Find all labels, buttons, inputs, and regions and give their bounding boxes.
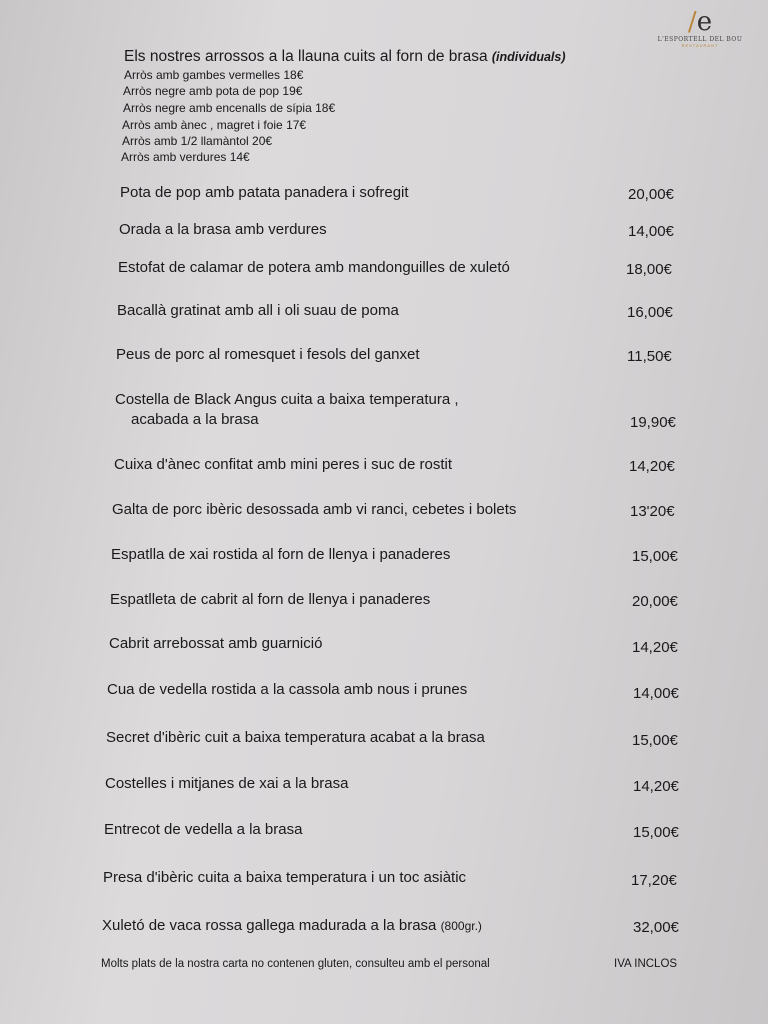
dish-name-continued: acabada a la brasa bbox=[131, 411, 259, 428]
dish-price: 16,00€ bbox=[627, 304, 673, 321]
gluten-note: Molts plats de la nostra carta no contenen gluten, consulteu amb el personal bbox=[101, 958, 490, 970]
rice-item: Arròs amb ànec , magret i foie 17€ bbox=[122, 118, 307, 132]
dish-name: Bacallà gratinat amb all i oli suau de poma bbox=[117, 302, 399, 319]
dish-weight-note: (800gr.) bbox=[440, 919, 482, 933]
dish-price: 11,50€ bbox=[627, 348, 672, 365]
dish-name: Cua de vedella rostida a la cassola amb nous i prunes bbox=[107, 681, 468, 698]
dish-price: 19,90€ bbox=[630, 414, 676, 431]
dish-price: 14,00€ bbox=[633, 685, 679, 702]
restaurant-logo: /e L'ESPORTELL DEL BOU RESTAURANT bbox=[657, 7, 743, 48]
dish-price: 14,20€ bbox=[629, 458, 675, 475]
dish-price: 15,00€ bbox=[632, 732, 678, 749]
dish-name: Xuletó de vaca rossa gallega madurada a la brasa (800gr.) bbox=[102, 917, 482, 934]
dish-price: 20,00€ bbox=[632, 593, 678, 610]
dish-price: 15,00€ bbox=[632, 548, 678, 565]
dish-price: 14,20€ bbox=[633, 778, 679, 795]
dish-price: 14,20€ bbox=[632, 639, 678, 656]
dish-price: 17,20€ bbox=[631, 872, 677, 889]
dish-name: Cabrit arrebossat amb guarnició bbox=[109, 635, 323, 652]
dish-name: Estofat de calamar de potera amb mandonguilles de xuletó bbox=[118, 259, 510, 276]
dish-price: 20,00€ bbox=[628, 186, 674, 203]
dish-name: Entrecot de vedella a la brasa bbox=[104, 821, 303, 838]
tax-included-note: IVA INCLOS bbox=[614, 958, 678, 970]
rice-item: Arròs negre amb pota de pop 19€ bbox=[123, 84, 303, 98]
rice-section-title: Els nostres arrossos a la llauna cuits al forn de brasa (individuals) bbox=[124, 48, 566, 65]
dish-name: Pota de pop amb patata panadera i sofregit bbox=[120, 184, 409, 201]
rice-item: Arròs amb 1/2 llamàntol 20€ bbox=[122, 134, 273, 148]
rice-title-note: (individuals) bbox=[491, 50, 566, 64]
dish-name: Costelles i mitjanes de xai a la brasa bbox=[105, 775, 349, 792]
rice-item: Arròs negre amb encenalls de sípia 18€ bbox=[123, 101, 336, 115]
dish-price: 15,00€ bbox=[633, 824, 679, 841]
rice-item: Arròs amb gambes vermelles 18€ bbox=[124, 68, 304, 82]
dish-name: Costella de Black Angus cuita a baixa temperatura , bbox=[115, 391, 459, 408]
dish-name: Cuixa d'ànec confitat amb mini peres i suc de rostit bbox=[114, 456, 453, 473]
dish-price: 13'20€ bbox=[630, 503, 675, 520]
dish-price: 18,00€ bbox=[626, 261, 672, 278]
dish-price: 14,00€ bbox=[628, 223, 674, 240]
rice-item: Arròs amb verdures 14€ bbox=[121, 150, 250, 164]
dish-name: Secret d'ibèric cuit a baixa temperatura acabat a la brasa bbox=[106, 729, 485, 746]
dish-name: Espatlla de xai rostida al forn de llenya i panaderes bbox=[111, 546, 451, 563]
dish-name: Espatlleta de cabrit al forn de llenya i panaderes bbox=[110, 591, 431, 608]
dish-price: 32,00€ bbox=[633, 919, 679, 936]
dish-name: Peus de porc al romesquet i fesols del ganxet bbox=[116, 346, 420, 363]
dish-name: Galta de porc ibèric desossada amb vi ranci, cebetes i bolets bbox=[112, 501, 517, 518]
dish-name: Orada a la brasa amb verdures bbox=[119, 221, 327, 238]
dish-name: Presa d'ibèric cuita a baixa temperatura i un toc asiàtic bbox=[103, 869, 467, 886]
